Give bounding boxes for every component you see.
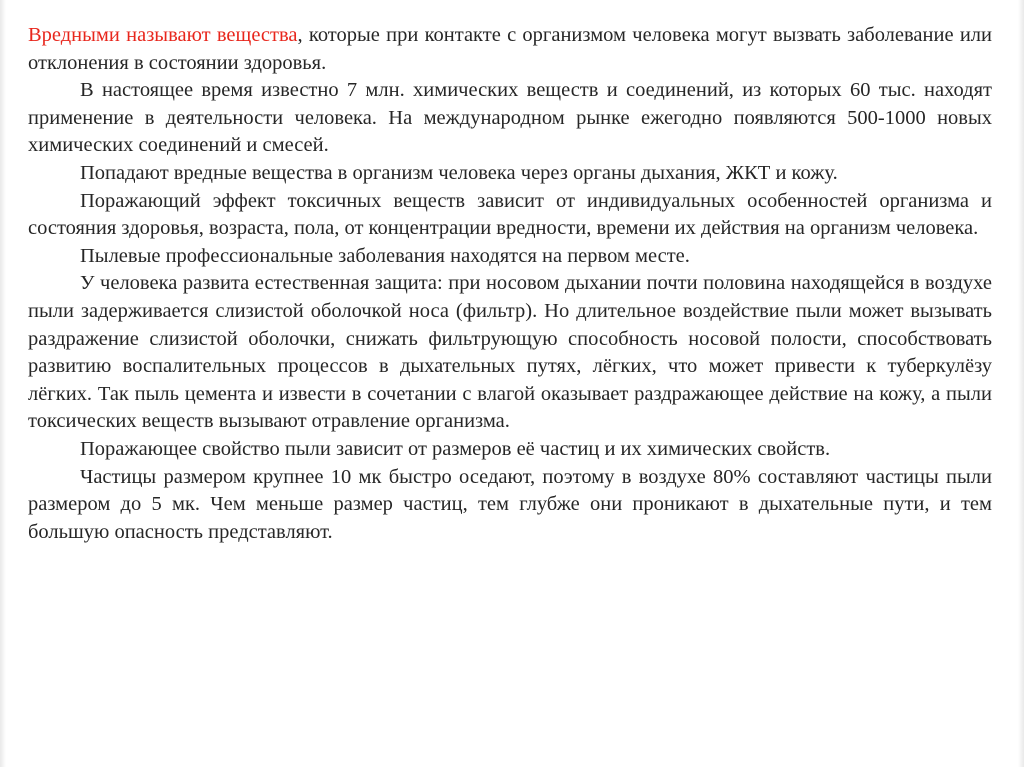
paragraph-dust-diseases: Пылевые профессиональные заболевания находятся на первом месте.	[80, 244, 690, 267]
paragraph-natural-protection: У человека развита естественная защита: при носовом дыхании почти половина находящейся в воздухе пыли задерживается слизистой оболочкой носа (фильтр). Но длительное воздействие пыли может вызывать раздражение слизистой оболочки, снижать фильтрующую способность носовой полости, способствовать развитию воспалительных процессов в дыхательных путях, лёгких, что может привести к туберкулёзу лёгких. Так пыль цемента и извести в сочетании с влагой оказывает раздражающее действие на кожу, а пыли токсических веществ вызывают отравление организма.	[28, 272, 992, 433]
paragraph-toxic-effect: Поражающий эффект токсичных веществ зависит от индивидуальных особенностей организма и состояния здоровья, возраста, пола, от концентрации вредности, времени их действия на организм человека.	[28, 189, 992, 240]
paragraph-chemical-count: В настоящее время известно 7 млн. химических веществ и соединений, из которых 60 тыс. находят применение в деятельности человека. На международном рынке ежегодно появляются 500-1000 новых химических соединений и смесей.	[28, 79, 992, 157]
slide-right-edge-shadow	[1018, 0, 1024, 767]
slide-left-edge-shadow	[0, 0, 6, 767]
paragraph-dust-properties: Поражающее свойство пыли зависит от размеров её частиц и их химических свойств.	[80, 437, 831, 460]
paragraph-entry-routes: Попадают вредные вещества в организм человека через органы дыхания, ЖКТ и кожу.	[80, 161, 838, 184]
paragraph-definition	[28, 22, 992, 77]
paragraph-text: , которые при контакте с организмом человека могут вызвать заболевание или отклонения в состоянии здоровья.	[28, 24, 992, 74]
paragraph-particle-size: Частицы размером крупнее 10 мк быстро оседают, поэтому в воздухе 80% составляют частицы пыли размером до 5 мк. Чем меньше размер частиц, тем глубже они проникают в дыхательные пути, и тем большую опасность представляют.	[28, 465, 992, 543]
highlighted-term: Вредными называют вещества	[28, 24, 298, 46]
slide-text-body	[28, 22, 992, 546]
